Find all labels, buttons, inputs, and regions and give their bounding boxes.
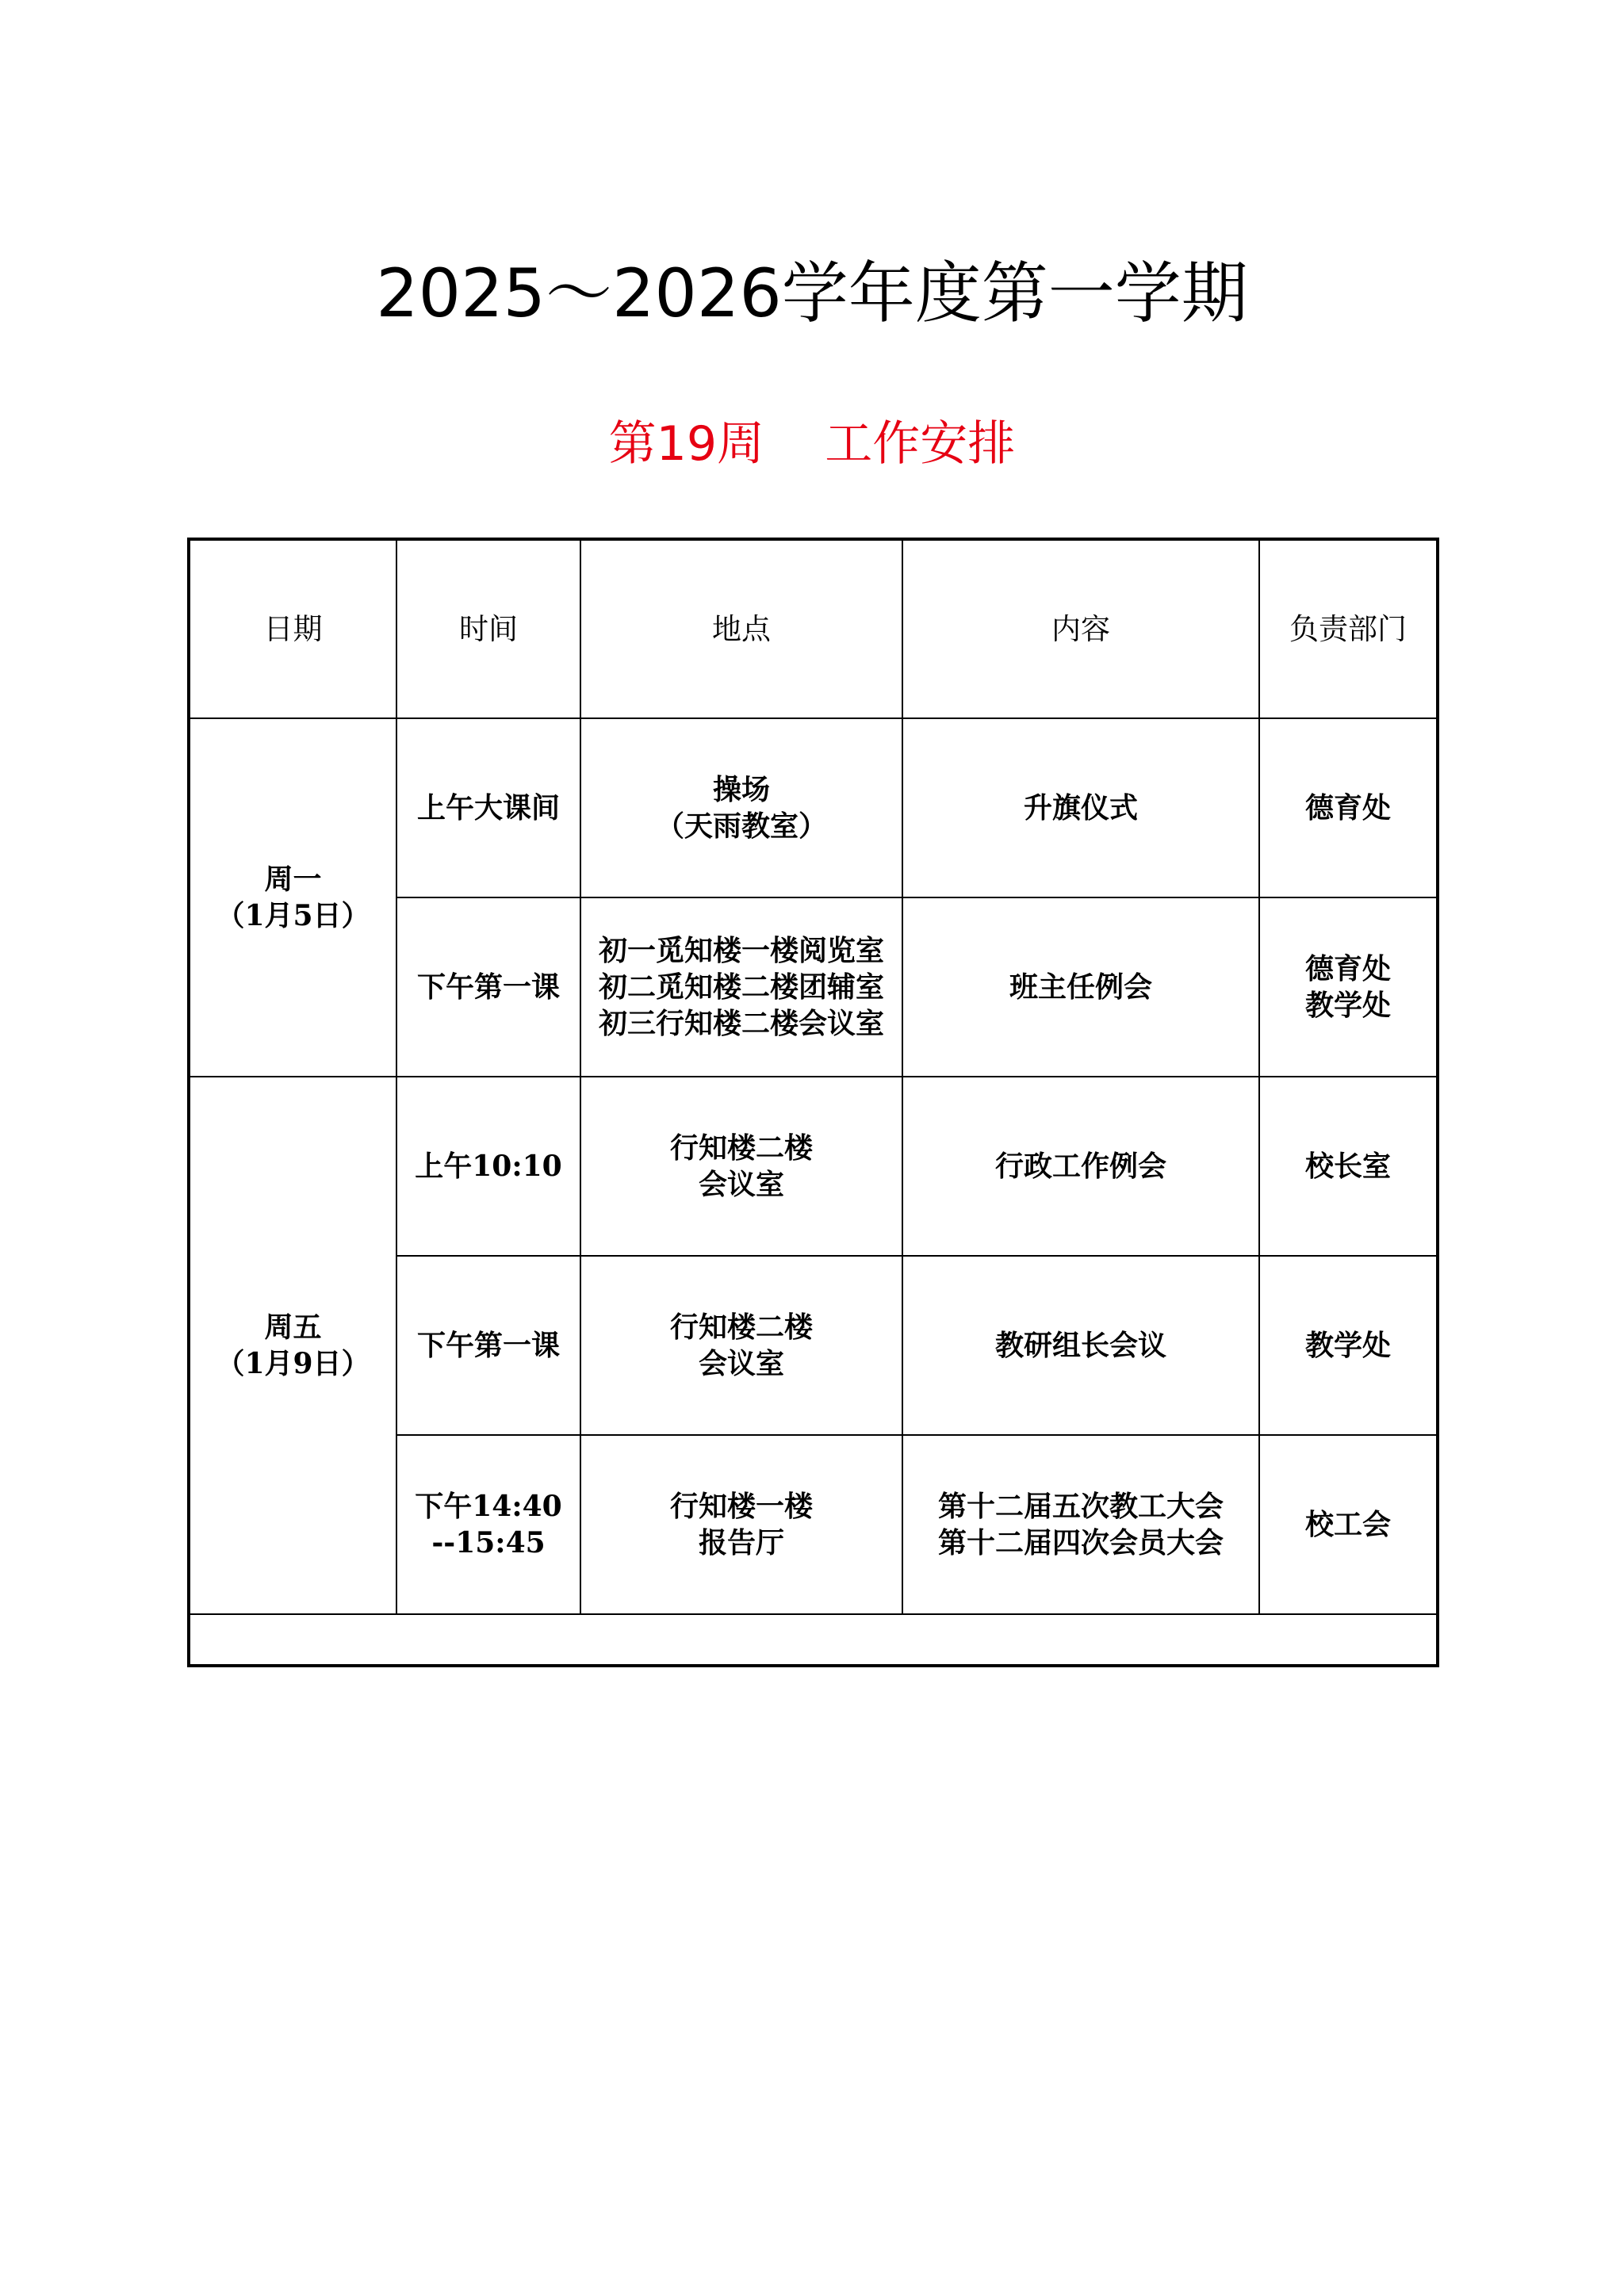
table-footer-row <box>189 1614 1438 1666</box>
time-cell: 下午14:40 --15:45 <box>396 1435 580 1614</box>
content-cell: 行政工作例会 <box>902 1077 1259 1256</box>
time-cell: 上午10:10 <box>396 1077 580 1256</box>
table-row <box>189 1077 1438 1256</box>
header-dept: 负责部门 <box>1259 539 1438 718</box>
content-cell: 第十二届五次教工大会 第十二届四次会员大会 <box>902 1435 1259 1614</box>
table-row <box>189 718 1438 897</box>
header-date: 日期 <box>189 539 396 718</box>
date-cell: 周一 （1月5日） <box>189 718 396 1077</box>
time-cell: 下午第一课 <box>396 897 580 1077</box>
dept-cell: 校长室 <box>1259 1077 1438 1256</box>
week-subtitle: 第19周 工作安排 <box>608 416 1016 472</box>
dept-cell: 教学处 <box>1259 1256 1438 1435</box>
content-cell: 班主任例会 <box>902 897 1259 1077</box>
dept-cell: 德育处 <box>1259 718 1438 897</box>
empty-footer-cell <box>189 1614 1438 1666</box>
content-cell: 升旗仪式 <box>902 718 1259 897</box>
place-cell: 行知楼二楼 会议室 <box>580 1077 902 1256</box>
header-content: 内容 <box>902 539 1259 718</box>
document-title: 2025～2026学年度第一学期 <box>376 254 1248 332</box>
place-cell: 行知楼二楼 会议室 <box>580 1256 902 1435</box>
schedule-table <box>187 538 1439 1667</box>
header-time: 时间 <box>396 539 580 718</box>
dept-cell: 德育处 教学处 <box>1259 897 1438 1077</box>
place-cell: 操场 （天雨教室） <box>580 718 902 897</box>
date-cell: 周五 （1月9日） <box>189 1077 396 1614</box>
place-cell: 行知楼一楼 报告厅 <box>580 1435 902 1614</box>
dept-cell: 校工会 <box>1259 1435 1438 1614</box>
header-place: 地点 <box>580 539 902 718</box>
place-cell: 初一觅知楼一楼阅览室 初二觅知楼二楼团辅室 初三行知楼二楼会议室 <box>580 897 902 1077</box>
time-cell: 下午第一课 <box>396 1256 580 1435</box>
table-header-row <box>189 539 1438 718</box>
time-cell: 上午大课间 <box>396 718 580 897</box>
content-cell: 教研组长会议 <box>902 1256 1259 1435</box>
